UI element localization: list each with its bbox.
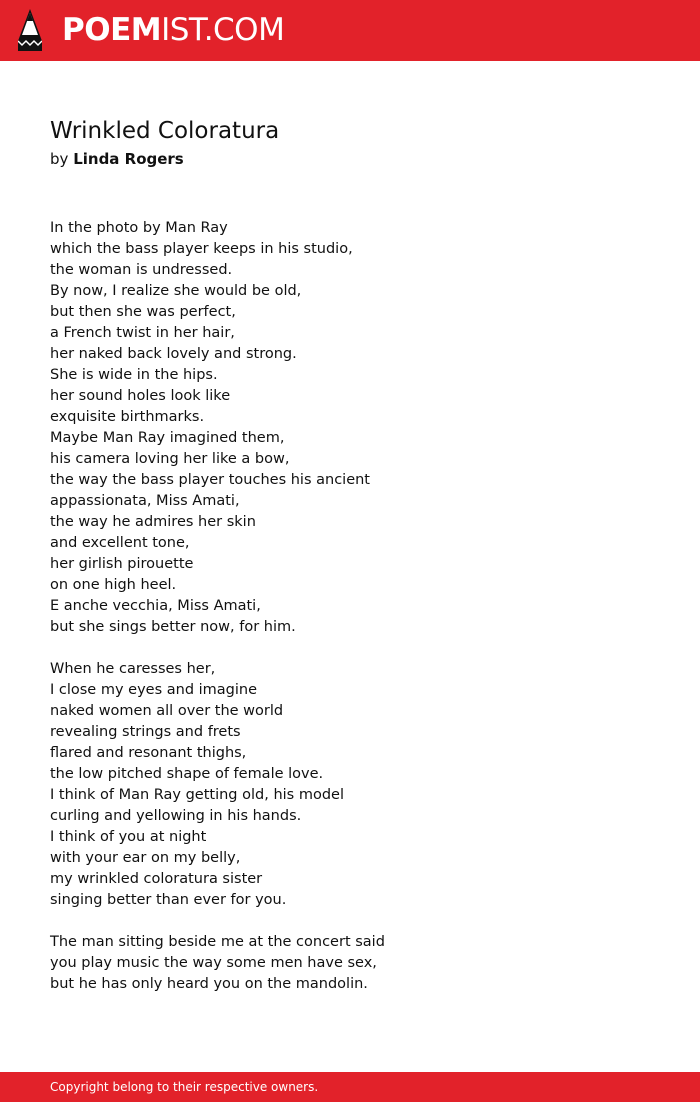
author-name: Linda Rogers [73,150,184,168]
poem-line: I think of you at night [50,829,207,845]
poem-title: Wrinkled Coloratura [50,118,280,144]
poem-line: By now, I realize she would be old, [50,283,302,299]
poem-line: her girlish pirouette [50,556,194,572]
poem-line: naked women all over the world [50,703,284,719]
poem-line: my wrinkled coloratura sister [50,871,263,887]
poem-line: When he caresses her, [50,661,216,677]
poem-line: In the photo by Man Ray [50,220,228,236]
poem-line: his camera loving her like a bow, [50,451,290,467]
poem-line: revealing strings and frets [50,724,241,740]
poem-line: you play music the way some men have sex, [50,955,377,971]
poem-line: singing better than ever for you. [50,892,287,908]
site-header [0,0,700,61]
poem-line: She is wide in the hips. [50,367,218,383]
poem-line: a French twist in her hair, [50,325,235,341]
poem-line: which the bass player keeps in his studio, [50,241,353,257]
site-logo[interactable] [62,11,284,49]
poem-line: I close my eyes and imagine [50,682,258,698]
poem-line: exquisite birthmarks. [50,409,205,425]
pencil-tip-icon[interactable] [18,9,42,51]
poem-line: I think of Man Ray getting old, his model [50,787,344,803]
byline [50,149,184,169]
poem-line: but he has only heard you on the mandolin. [50,976,368,992]
poem-line: the way the bass player touches his ancient [50,472,370,488]
poem-line: on one high heel. [50,577,177,593]
copyright-text: Copyright belong to their respective owners. [50,1080,319,1094]
poem-line: the way he admires her skin [50,514,256,530]
poem-body [50,218,385,1016]
poem-line: The man sitting beside me at the concert said [50,934,385,950]
poem-line: and excellent tone, [50,535,190,551]
logo-text-bold: POEM [62,12,162,48]
poem-line: her naked back lovely and strong. [50,346,297,362]
poem-line: flared and resonant thighs, [50,745,247,761]
poem-line: Maybe Man Ray imagined them, [50,430,285,446]
poem-line: her sound holes look like [50,388,231,404]
poem-line: the woman is undressed. [50,262,233,278]
poem-line: curling and yellowing in his hands. [50,808,302,824]
site-footer [0,1072,700,1102]
poem-stanza [50,932,385,995]
poem-line: but she sings better now, for him. [50,619,296,635]
poem-line: the low pitched shape of female love. [50,766,324,782]
poem-line: with your ear on my belly, [50,850,241,866]
poem-stanza [50,659,385,911]
by-label: by [50,150,69,168]
poem-line: appassionata, Miss Amati, [50,493,240,509]
poem-stanza [50,218,385,638]
logo-text-light: IST.COM [161,12,285,48]
poem-line: but then she was perfect, [50,304,236,320]
poem-line: E anche vecchia, Miss Amati, [50,598,261,614]
